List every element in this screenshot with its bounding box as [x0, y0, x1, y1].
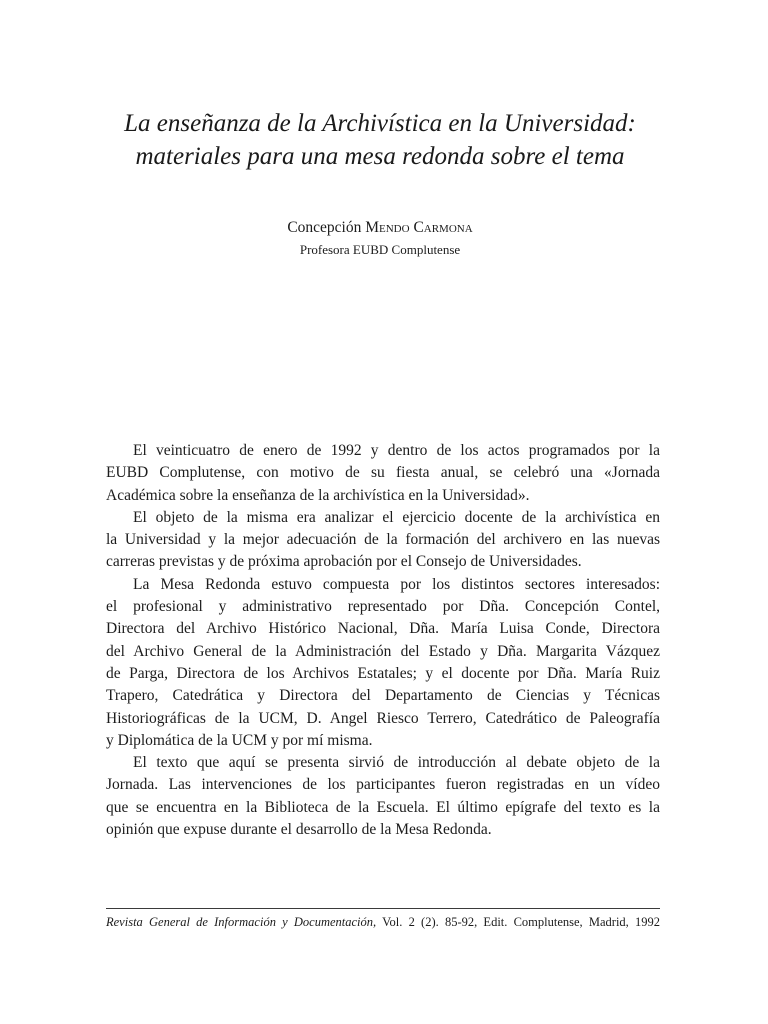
text-line: el profesional y administrativo representado por Dña. Concepción Contel, — [106, 598, 660, 616]
text-line: Académica sobre la enseñanza de la archivística en la Universidad». — [106, 486, 530, 504]
citation-footer — [106, 914, 660, 930]
article-title-line-2: materiales para una mesa redonda sobre el tema — [135, 143, 625, 170]
text-line: El texto que aquí se presenta sirvió de introducción al debate objeto de la — [133, 754, 660, 772]
text-line: EUBD Complutense, con motivo de su fiesta anual, se celebró una «Jornada — [106, 464, 660, 482]
text-line: El objeto de la misma era analizar el ejercicio docente de la archivística en — [133, 508, 660, 526]
text-line: Historiográficas de la UCM, D. Angel Riesco Terrero, Catedrático de Paleografía — [106, 709, 660, 727]
text-line: del Archivo General de la Administración del Estado y Dña. Margarita Vázquez — [106, 642, 660, 660]
paragraph-2 — [106, 507, 660, 574]
paragraph-3 — [106, 574, 660, 752]
author-name — [100, 218, 660, 238]
article-title-line-1: La enseñanza de la Archivística en la Universidad: — [124, 110, 636, 137]
author-surname: Mendo Carmona — [365, 219, 473, 236]
journal-name: Revista General de Información y Documentación, — [106, 915, 377, 929]
article-body — [106, 440, 660, 841]
author-given-name: Concepción — [287, 219, 362, 236]
text-line: La Mesa Redonda estuvo compuesta por los distintos sectores interesados: — [133, 575, 660, 593]
footer-divider — [106, 908, 660, 909]
paragraph-4 — [106, 752, 660, 841]
author-affiliation: Profesora EUBD Complutense — [299, 242, 461, 257]
text-line: opinión que expuse durante el desarrollo de la Mesa Redonda. — [106, 821, 492, 839]
text-line: El veinticuatro de enero de 1992 y dentro de los actos programados por la — [133, 442, 660, 459]
text-line: Trapero, Catedrática y Directora del Departamento de Ciencias y Técnicas — [106, 687, 660, 705]
text-line: de Parga, Directora de los Archivos Estatales; y el docente por Dña. María Ruiz — [106, 664, 660, 682]
paragraph-1 — [106, 440, 660, 507]
text-line: Jornada. Las intervenciones de los participantes fueron registradas en un vídeo — [106, 776, 660, 794]
text-line: Directora del Archivo Histórico Nacional, Dña. María Luisa Conde, Directora — [106, 620, 660, 638]
text-line: que se encuentra en la Biblioteca de la Escuela. El último epígrafe del texto es la — [106, 798, 660, 816]
text-line: y Diplomática de la UCM y por mí misma. — [106, 731, 373, 749]
text-line: carreras previstas y de próxima aprobación por el Consejo de Universidades. — [106, 553, 582, 571]
article-title — [100, 107, 660, 173]
text-line: la Universidad y la mejor adecuación de la formación del archivero en las nuevas — [106, 531, 660, 549]
citation-details: Vol. 2 (2). 85-92, Edit. Complutense, Madrid, 1992 — [382, 915, 660, 929]
